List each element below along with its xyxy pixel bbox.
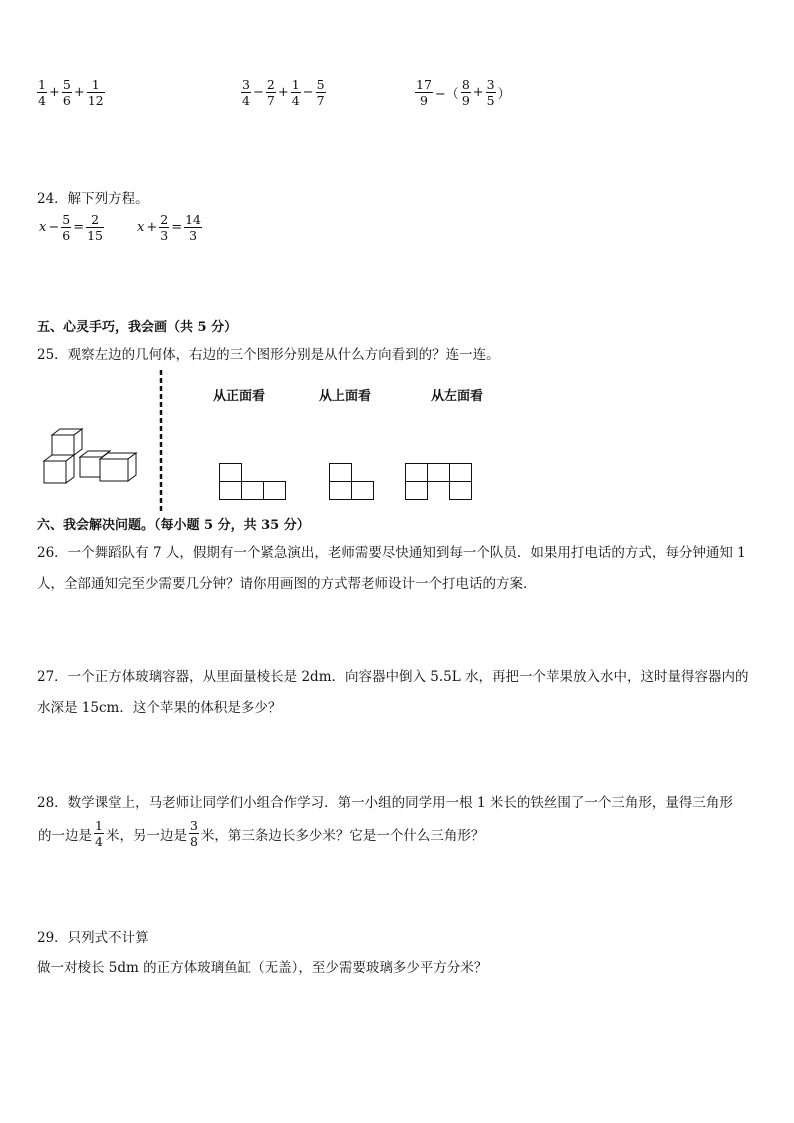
expr-2 — [240, 77, 327, 108]
operator: −（ — [434, 87, 459, 102]
operator: + — [277, 85, 289, 100]
eq2-frac-a: $\frac{2}{3}$ — [160, 212, 169, 243]
operator: − — [252, 85, 264, 100]
eq1-frac-b: $\frac{2}{15}$ — [87, 212, 104, 243]
q26-line-1: 26．一个舞蹈队有 7 人，假期有一个紧急演出，老师需要尽快通知到每一个队员．如果用打电话的方式，每分钟通知 1 — [37, 545, 746, 561]
expr-1 — [36, 77, 106, 108]
q29-line-1: 29．只列式不计算 — [37, 930, 149, 946]
dashed-divider — [158, 370, 164, 512]
q27-line-2: 水深是 15cm．这个苹果的体积是多少？ — [37, 700, 282, 716]
cube-solid-figure — [40, 425, 140, 487]
eq2-frac-b: $\frac{14}{3}$ — [185, 212, 202, 243]
fraction: $\frac{5}{6}$ — [62, 77, 71, 108]
q28-line-1: 28．数学课堂上，马老师让同学们小组合作学习．第一小组的同学用一根 1 米长的铁丝围了一个三角形，量得三角形 — [37, 795, 733, 811]
operator: + — [48, 85, 60, 100]
fraction: $\frac{1}{12}$ — [87, 77, 104, 108]
q27-line-1: 27．一个正方体玻璃容器，从里面量棱长是 2dm．向容器中倒入 5.5L 水，再把一个苹果放入水中，这时量得容器内的 — [37, 669, 749, 685]
view-title-left: 从左面看 — [431, 389, 484, 404]
view-title-front: 从正面看 — [213, 389, 266, 404]
operator: ） — [497, 87, 511, 102]
view-shape-2 — [329, 463, 379, 503]
section-6-heading: 六、我会解决问题。（每小题 5 分，共 35 分） — [37, 518, 310, 533]
section-5-heading: 五、心灵手巧，我会画（共 5 分） — [37, 320, 238, 335]
fraction: $\frac{1}{4}$ — [38, 77, 46, 108]
q28-frac-2: $\frac{3}{8}$ — [189, 818, 198, 849]
q25-text: 25．观察左边的几何体，右边的三个图形分别是从什么方向看到的？连一连。 — [37, 347, 500, 363]
fraction: $\frac{8}{9}$ — [461, 77, 470, 108]
fraction: $\frac{2}{7}$ — [266, 77, 275, 108]
equation-1: x − $\frac{5}{6}$ = $\frac{2}{15}$ — [39, 212, 104, 243]
operator: + — [73, 85, 85, 100]
q28-frac-1: $\frac{1}{4}$ — [95, 818, 103, 849]
q24-label: 24．解下列方程。 — [37, 191, 149, 207]
operator: − — [302, 85, 314, 100]
q28-line-2: 的一边是 $\frac{1}{4}$ 米，另一边是 $\frac{3}{8}$ 米，第三条边长多少米？它是一个什么三角形？ — [38, 818, 485, 849]
view-shape-3 — [405, 463, 477, 503]
expr-3 — [414, 77, 512, 108]
fraction: $\frac{5}{7}$ — [316, 77, 325, 108]
fraction: $\frac{3}{4}$ — [242, 77, 250, 108]
q26-line-2: 人，全部通知完至少需要几分钟？请你用画图的方式帮老师设计一个打电话的方案． — [37, 576, 537, 592]
fraction: $\frac{1}{4}$ — [291, 77, 300, 108]
view-shape-1 — [219, 463, 289, 503]
q29-line-2: 做一对棱长 5dm 的正方体玻璃鱼缸（无盖），至少需要玻璃多少平方分米？ — [37, 960, 488, 976]
equation-2: x + $\frac{2}{3}$ = $\frac{14}{3}$ — [137, 212, 202, 243]
operator: + — [472, 85, 484, 100]
eq1-frac-a: $\frac{5}{6}$ — [62, 212, 71, 243]
fraction: $\frac{3}{5}$ — [486, 77, 495, 108]
fraction: $\frac{17}{9}$ — [416, 77, 432, 108]
view-title-top: 从上面看 — [319, 389, 372, 404]
